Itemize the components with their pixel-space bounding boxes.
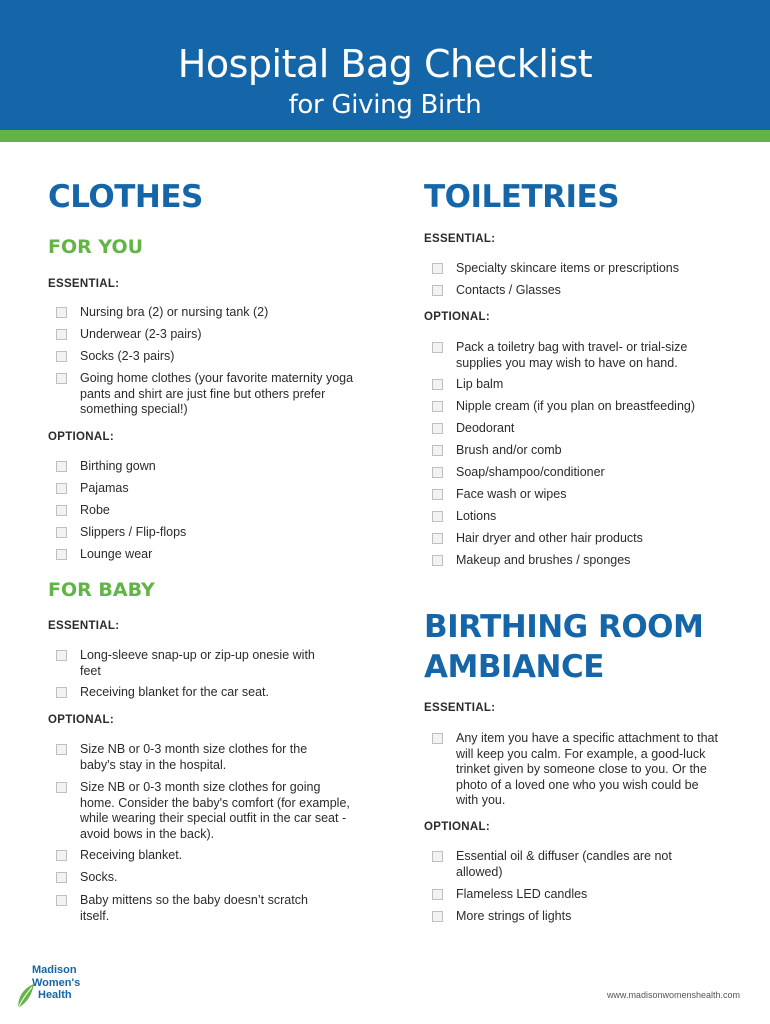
footer-url[interactable]: www.madisonwomenshealth.com — [606, 990, 740, 1000]
checkbox[interactable] — [56, 483, 67, 494]
checklist-item[interactable]: Slippers / Flip-flops — [56, 525, 356, 541]
checkbox[interactable] — [56, 373, 67, 384]
checkbox[interactable] — [56, 527, 67, 538]
for-you-optional-label: OPTIONAL: — [48, 431, 114, 443]
checkbox[interactable] — [432, 555, 443, 566]
checkbox[interactable] — [432, 263, 443, 274]
checkbox[interactable] — [432, 911, 443, 922]
checklist-item[interactable]: Essential oil & diffuser (candles are not allowed) — [432, 849, 712, 880]
checklist-item[interactable]: Deodorant — [432, 421, 722, 437]
checklist-item[interactable]: Size NB or 0-3 month size clothes for the baby's stay in the hospital. — [56, 742, 346, 773]
for-you-essential-label: ESSENTIAL: — [48, 278, 120, 290]
toiletries-heading: TOILETRIES — [424, 179, 620, 215]
checklist-item[interactable]: Lip balm — [432, 377, 722, 393]
checklist-item[interactable]: Underwear (2-3 pairs) — [56, 327, 356, 343]
ambiance-optional-label: OPTIONAL: — [424, 821, 490, 833]
checkbox[interactable] — [56, 850, 67, 861]
header-banner — [0, 0, 770, 130]
checkbox[interactable] — [432, 401, 443, 412]
checklist-item[interactable]: Going home clothes (your favorite maternity yoga pants and shirt are just fine but others prefer something special!) — [56, 371, 356, 418]
checkbox[interactable] — [56, 461, 67, 472]
checklist-item[interactable]: Lotions — [432, 509, 722, 525]
for-baby-heading: FOR BABY — [48, 579, 155, 601]
checkbox[interactable] — [56, 782, 67, 793]
checkbox[interactable] — [432, 379, 443, 390]
checklist-item[interactable]: More strings of lights — [432, 909, 722, 925]
checkbox[interactable] — [432, 489, 443, 500]
checkbox[interactable] — [432, 445, 443, 456]
for-baby-essential-label: ESSENTIAL: — [48, 620, 120, 632]
checkbox[interactable] — [432, 285, 443, 296]
checklist-item[interactable]: Baby mittens so the baby doesn’t scratch itself. — [56, 893, 336, 924]
toiletries-optional-label: OPTIONAL: — [424, 311, 490, 323]
madison-womens-health-logo[interactable] — [16, 964, 96, 1014]
checkbox[interactable] — [432, 511, 443, 522]
checklist-item[interactable]: Makeup and brushes / sponges — [432, 553, 722, 569]
checklist-item[interactable]: Receiving blanket for the car seat. — [56, 685, 356, 701]
checklist-item[interactable]: Long-sleeve snap-up or zip-up onesie with feet — [56, 648, 336, 679]
ambiance-essential-label: ESSENTIAL: — [424, 702, 496, 714]
checklist-item[interactable]: Specialty skincare items or prescriptions — [432, 261, 722, 277]
page-subtitle: for Giving Birth — [288, 90, 482, 120]
for-baby-optional-label: OPTIONAL: — [48, 714, 114, 726]
checkbox[interactable] — [56, 744, 67, 755]
checkbox[interactable] — [56, 895, 67, 906]
checkbox[interactable] — [56, 687, 67, 698]
checklist-item[interactable]: Flameless LED candles — [432, 887, 722, 903]
checkbox[interactable] — [56, 329, 67, 340]
checkbox[interactable] — [432, 467, 443, 478]
checkbox[interactable] — [56, 351, 67, 362]
checkbox[interactable] — [432, 889, 443, 900]
checklist-item[interactable]: Receiving blanket. — [56, 848, 356, 864]
checklist-item[interactable]: Hair dryer and other hair products — [432, 531, 722, 547]
checklist-item[interactable]: Any item you have a specific attachment to that will keep you calm. For example, a good-luck trinket given by someone close to you. Or the photo of a loved one who you wish could be with you. — [432, 731, 722, 809]
checklist-item[interactable]: Socks (2-3 pairs) — [56, 349, 356, 365]
checklist-item[interactable]: Birthing gown — [56, 459, 356, 475]
checklist-item[interactable]: Size NB or 0-3 month size clothes for going home. Consider the baby's comfort (for example, while wearing their special outfit in the car seat - avoid bows in the back). — [56, 780, 354, 842]
checklist-item[interactable]: Soap/shampoo/conditioner — [432, 465, 722, 481]
checklist-item[interactable]: Pajamas — [56, 481, 356, 497]
checklist-item[interactable]: Contacts / Glasses — [432, 283, 722, 299]
ambiance-heading-line1: BIRTHING ROOM — [424, 609, 704, 645]
checklist-item[interactable]: Nipple cream (if you plan on breastfeeding) — [432, 399, 727, 415]
checkbox[interactable] — [432, 533, 443, 544]
checkbox[interactable] — [432, 851, 443, 862]
checkbox[interactable] — [56, 549, 67, 560]
checklist-item[interactable]: Pack a toiletry bag with travel- or trial-size supplies you may wish to have on hand. — [432, 340, 702, 371]
checkbox[interactable] — [56, 872, 67, 883]
checkbox[interactable] — [432, 342, 443, 353]
logo-text: Madison Women's Health — [32, 964, 81, 1001]
checklist-item[interactable]: Socks. — [56, 870, 356, 886]
checklist-item[interactable]: Nursing bra (2) or nursing tank (2) — [56, 305, 356, 321]
header-stripe — [0, 130, 770, 142]
for-you-heading: FOR YOU — [48, 236, 144, 258]
checkbox[interactable] — [432, 423, 443, 434]
clothes-heading: CLOTHES — [48, 179, 203, 215]
page-title: Hospital Bag Checklist — [177, 42, 593, 86]
checkbox[interactable] — [56, 307, 67, 318]
checklist-item[interactable]: Lounge wear — [56, 547, 356, 563]
checkbox[interactable] — [432, 733, 443, 744]
checklist-item[interactable]: Robe — [56, 503, 356, 519]
checklist-item[interactable]: Face wash or wipes — [432, 487, 722, 503]
checkbox[interactable] — [56, 650, 67, 661]
checkbox[interactable] — [56, 505, 67, 516]
ambiance-heading-line2: AMBIANCE — [424, 649, 604, 685]
checklist-item[interactable]: Brush and/or comb — [432, 443, 722, 459]
toiletries-essential-label: ESSENTIAL: — [424, 233, 496, 245]
